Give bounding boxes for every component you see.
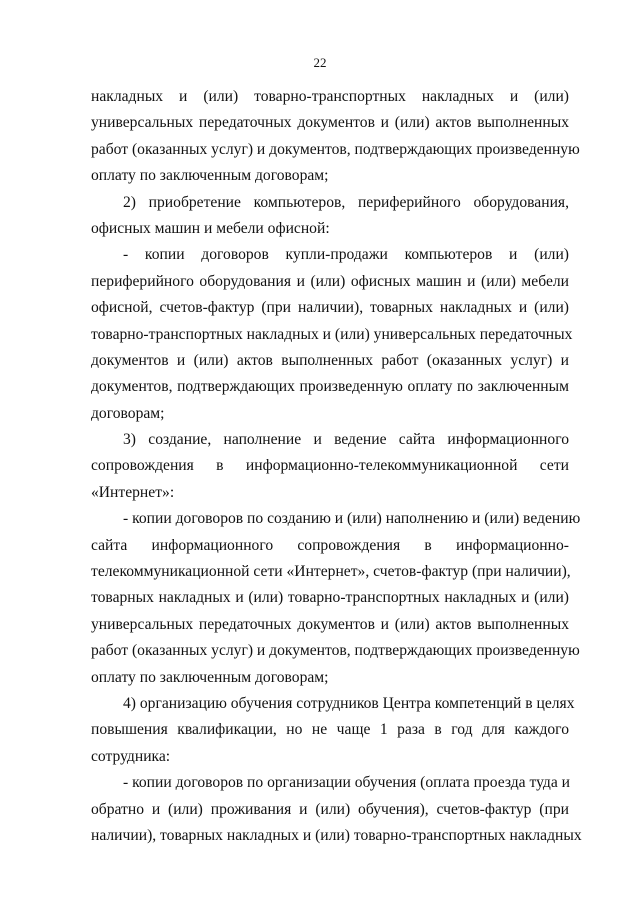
text-line: 4) организацию обучения сотрудников Центра компетенций в целях xyxy=(123,694,575,712)
text-line: накладных и (или) товарно-транспортных накладных и (или) xyxy=(91,88,569,105)
text-line: универсальных передаточных документов и (или) актов выполненных xyxy=(91,615,569,633)
text-line: оплату по заключенным договорам; xyxy=(91,167,329,185)
text-line: договорам; xyxy=(91,404,165,422)
text-line: документов и (или) актов выполненных работ (оказанных услуг) и xyxy=(91,351,569,369)
document-body xyxy=(91,84,582,849)
text-line: работ (оказанных услуг) и документов, подтверждающих произведенную xyxy=(91,140,580,158)
text-line: «Интернет»: xyxy=(91,483,175,501)
text-line: телекоммуникационной сети «Интернет», счетов-фактур (при наличии), xyxy=(91,563,571,581)
text-line: офисной, счетов-фактур (при наличии), товарных накладных и (или) xyxy=(91,299,569,317)
text-line: товарных накладных и (или) товарно-транспортных накладных и (или) xyxy=(91,589,569,607)
text-line: товарно-транспортных накладных и (или) универсальных передаточных xyxy=(91,325,573,343)
text-line: офисных машин и мебели офисной: xyxy=(91,219,330,237)
text-line: 2) приобретение компьютеров, периферийного оборудования, xyxy=(123,193,569,211)
text-line: работ (оказанных услуг) и документов, подтверждающих произведенную xyxy=(91,642,580,660)
page-number: 22 xyxy=(313,55,327,70)
text-line: сотрудника: xyxy=(91,747,171,765)
text-line: сопровождения в информационно-телекоммуникационной сети xyxy=(91,457,569,475)
text-line: сайта информационного сопровождения в информационно- xyxy=(91,536,569,554)
text-line: обратно и (или) проживания и (или) обучения), счетов-фактур (при xyxy=(91,800,569,818)
text-line: документов, подтверждающих произведенную оплату по заключенным xyxy=(91,378,569,396)
text-line: наличии), товарных накладных и (или) товарно-транспортных накладных xyxy=(91,826,582,844)
text-line: периферийного оборудования и (или) офисных машин и (или) мебели xyxy=(91,272,569,290)
text-line: - копии договоров по созданию и (или) наполнению и (или) ведению xyxy=(123,510,581,528)
text-line: повышения квалификации, но не чаще 1 раза в год для каждого xyxy=(91,721,569,739)
text-line: 3) создание, наполнение и ведение сайта информационного xyxy=(123,431,569,449)
text-line: - копии договоров по организации обучения (оплата проезда туда и xyxy=(123,774,571,792)
text-line: - копии договоров купли-продажи компьютеров и (или) xyxy=(123,246,569,264)
text-line: оплату по заключенным договорам; xyxy=(91,668,329,686)
text-line: универсальных передаточных документов и (или) актов выполненных xyxy=(91,114,569,132)
